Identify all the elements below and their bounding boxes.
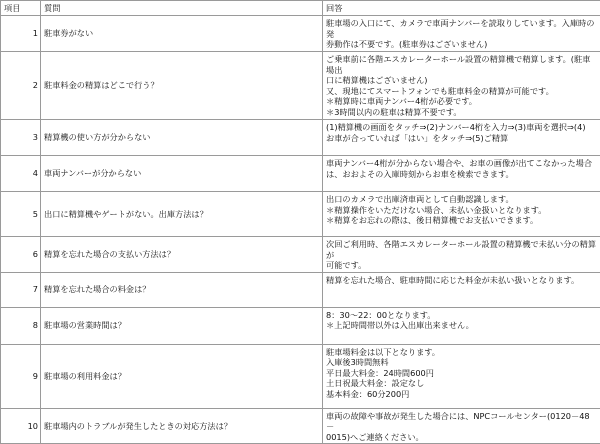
- question-cell: 駐車場の利用料金は？: [41, 344, 323, 408]
- answer-cell: 8：30～22：00となります。 ＊上記時間帯以外は入出庫出来ません。: [323, 307, 600, 344]
- question-cell: 精算機の使い方が分からない: [41, 120, 323, 156]
- table-row: [1, 192, 600, 237]
- item-number: 3: [1, 120, 41, 156]
- question-cell: 精算を忘れた場合の料金は？: [41, 272, 323, 307]
- answer-cell: 駐車場料金は以下となります。 入庫後3時間無料 平日最大料金：24時間600円 土日祝最大料金：設定なし 基本料金：60分200円: [323, 344, 600, 408]
- item-number: 6: [1, 237, 41, 273]
- item-number: 2: [1, 52, 41, 120]
- question-cell: 車両ナンバーが分からない: [41, 156, 323, 192]
- table-row: [1, 272, 600, 307]
- item-number: 5: [1, 192, 41, 237]
- question-cell: 駐車場内のトラブルが発生したときの対応方法は？: [41, 408, 323, 444]
- table-row: [1, 307, 600, 344]
- table-row: [1, 16, 600, 52]
- item-number: 4: [1, 156, 41, 192]
- question-cell: 駐車場の営業時間は？: [41, 307, 323, 344]
- answer-cell: 出口のカメラで出庫済車両として自動認識します。 ＊精算操作をいただけない場合、未払い金扱いとなります。 ＊精算をお忘れの際は、後日精算機でお支払いできます。: [323, 192, 600, 237]
- table-row: [1, 408, 600, 444]
- table-row: [1, 344, 600, 408]
- answer-cell: 精算を忘れた場合、駐車時間に応じた料金が未払い扱いとなります。: [323, 272, 600, 307]
- header-answer: 回答: [323, 1, 600, 16]
- answer-cell: 次回ご利用時、各階エスカレーターホール設置の精算機で未払い分の精算が 可能です。: [323, 237, 600, 273]
- item-number: 10: [1, 408, 41, 444]
- header-row: [1, 1, 600, 16]
- answer-cell: 車両の故障や事故が発生した場合には、NPCコールセンター(0120－48－ 0015)へご連絡ください。: [323, 408, 600, 444]
- question-cell: 駐車料金の精算はどこで行う？: [41, 52, 323, 120]
- item-number: 8: [1, 307, 41, 344]
- question-cell: 駐車券がない: [41, 16, 323, 52]
- question-cell: 出口に精算機やゲートがない。出庫方法は？: [41, 192, 323, 237]
- header-question: 質問: [41, 1, 323, 16]
- answer-cell: 駐車場の入口にて、カメラで車両ナンバーを読取りしています。入庫時の発 券動作は不要です。(駐車券はございません): [323, 16, 600, 52]
- answer-cell: ご乗車前に各階エスカレーターホール設置の精算機で精算します。(駐車場出 口に精算機はございません) 又、現地にてスマートフォンでも駐車料金の精算が可能です。 ＊精算時に車両ナンバー4桁が必要です。 ＊3時間以内の駐車は精算不要です。: [323, 52, 600, 120]
- item-number: 7: [1, 272, 41, 307]
- table-row: [1, 156, 600, 192]
- item-number: 1: [1, 16, 41, 52]
- table-row: [1, 52, 600, 120]
- table-row: [1, 120, 600, 156]
- table-row: [1, 237, 600, 273]
- item-number: 9: [1, 344, 41, 408]
- answer-cell: 車両ナンバー4桁が分からない場合や、お車の画像が出てこなかった場合 は、おおよその入庫時刻からお車を検索できます。: [323, 156, 600, 192]
- header-item: 項目: [1, 1, 41, 16]
- answer-cell: (1)精算機の画面をタッチ⇒(2)ナンバー4桁を入力⇒(3)車両を選択⇒(4) お車が合っていれば「はい」をタッチ⇒(5)ご精算: [323, 120, 600, 156]
- question-cell: 精算を忘れた場合の支払い方法は？: [41, 237, 323, 273]
